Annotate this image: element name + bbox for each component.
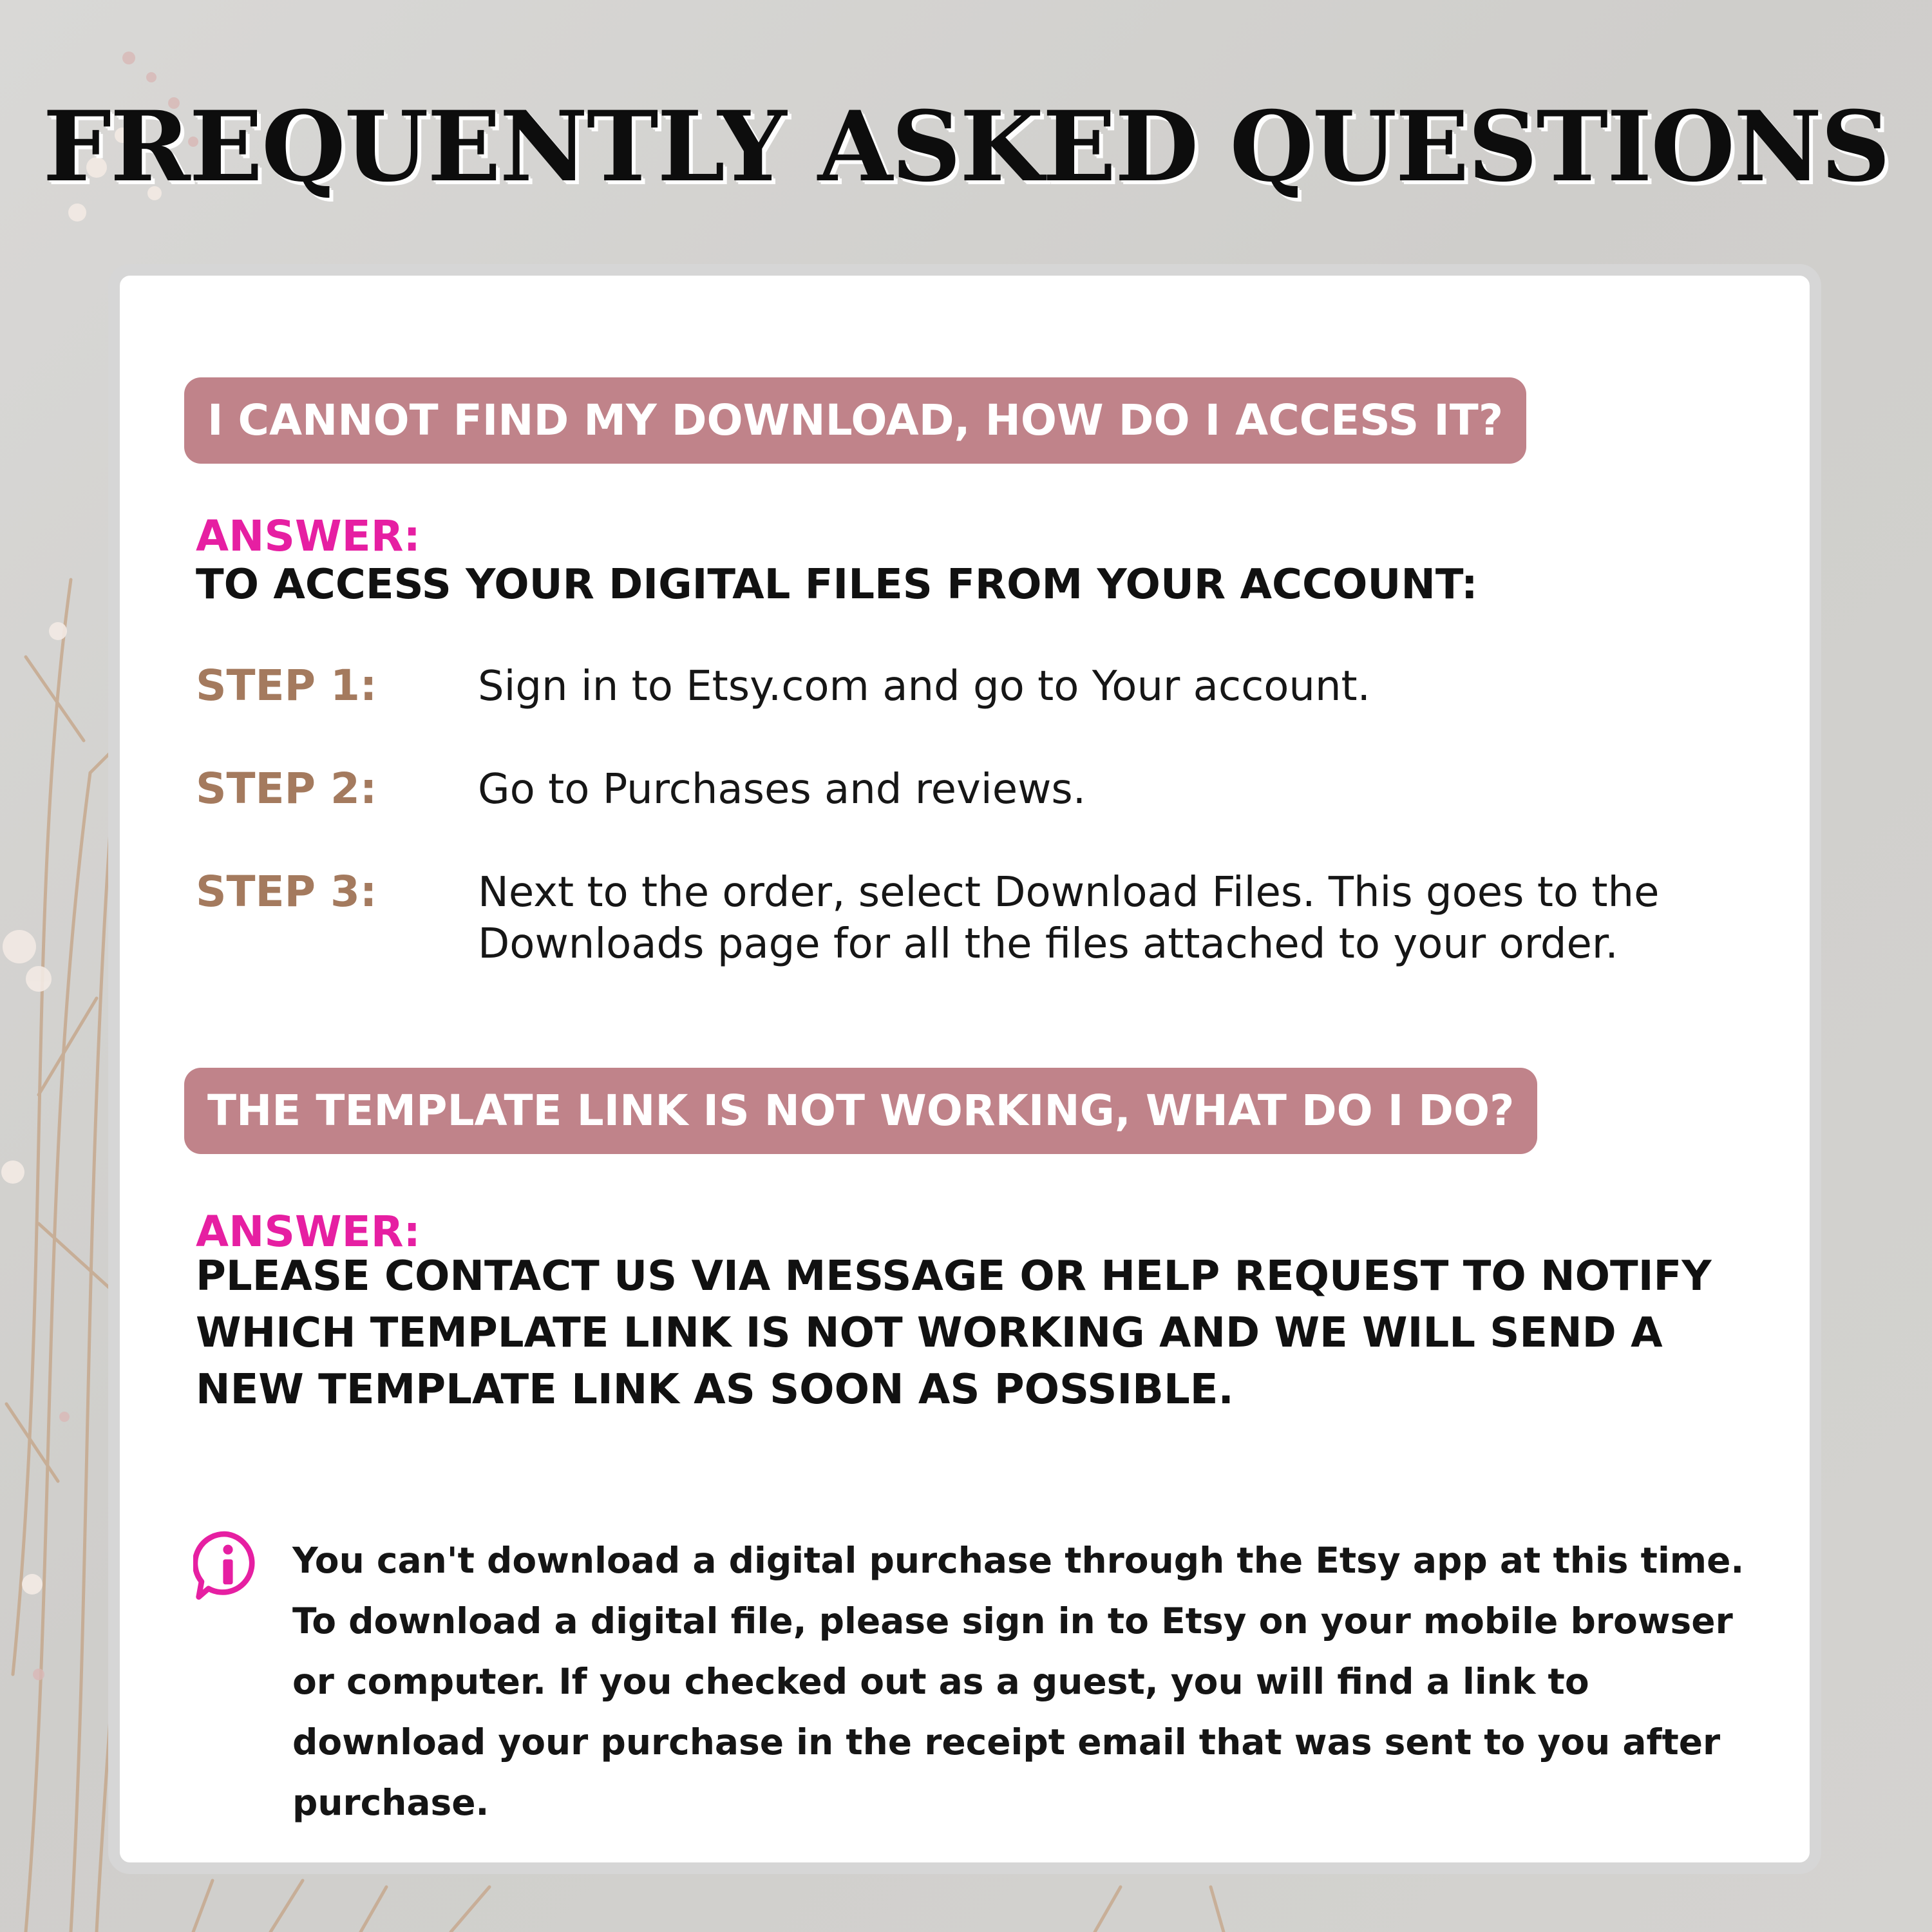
step-1-text: Sign in to Etsy.com and go to Your account.: [478, 663, 1370, 710]
faq-question-1[interactable]: I CANNOT FIND MY DOWNLOAD, HOW DO I ACCESS IT?: [184, 377, 1526, 464]
step-2-label: STEP 2:: [196, 764, 377, 813]
step-3-text: Next to the order, select Download Files. This goes to the Downloads page for all the files attached to your order.: [478, 869, 1660, 968]
faq-card: [108, 264, 1821, 1874]
faq-question-2[interactable]: THE TEMPLATE LINK IS NOT WORKING, WHAT DO I DO?: [184, 1068, 1537, 1154]
answer-heading-1: TO ACCESS YOUR DIGITAL FILES FROM YOUR ACCOUNT:: [196, 561, 1478, 609]
answer-label-2: ANSWER:: [196, 1207, 421, 1256]
info-icon: [193, 1530, 263, 1600]
page-title: FREQUENTLY ASKED QUESTIONS: [43, 90, 1889, 204]
step-1-label: STEP 1:: [196, 661, 377, 710]
step-2-text: Go to Purchases and reviews.: [478, 766, 1086, 813]
info-note-text: You can't download a digital purchase through the Etsy app at this time. To download a digital file, please sign in to Etsy on your mobile browser or computer. If you checked out as a guest, you will find a link to download your purchase in the receipt email that was sent to you after purchase.: [292, 1540, 1745, 1823]
answer-label-1: ANSWER:: [196, 511, 421, 561]
answer-text-2: PLEASE CONTACT US VIA MESSAGE OR HELP REQUEST TO NOTIFY WHICH TEMPLATE LINK IS NOT WORKING AND WE WILL SEND A NEW TEMPLATE LINK AS SOON AS POSSIBLE.: [196, 1253, 1712, 1414]
step-3-label: STEP 3:: [196, 867, 377, 916]
